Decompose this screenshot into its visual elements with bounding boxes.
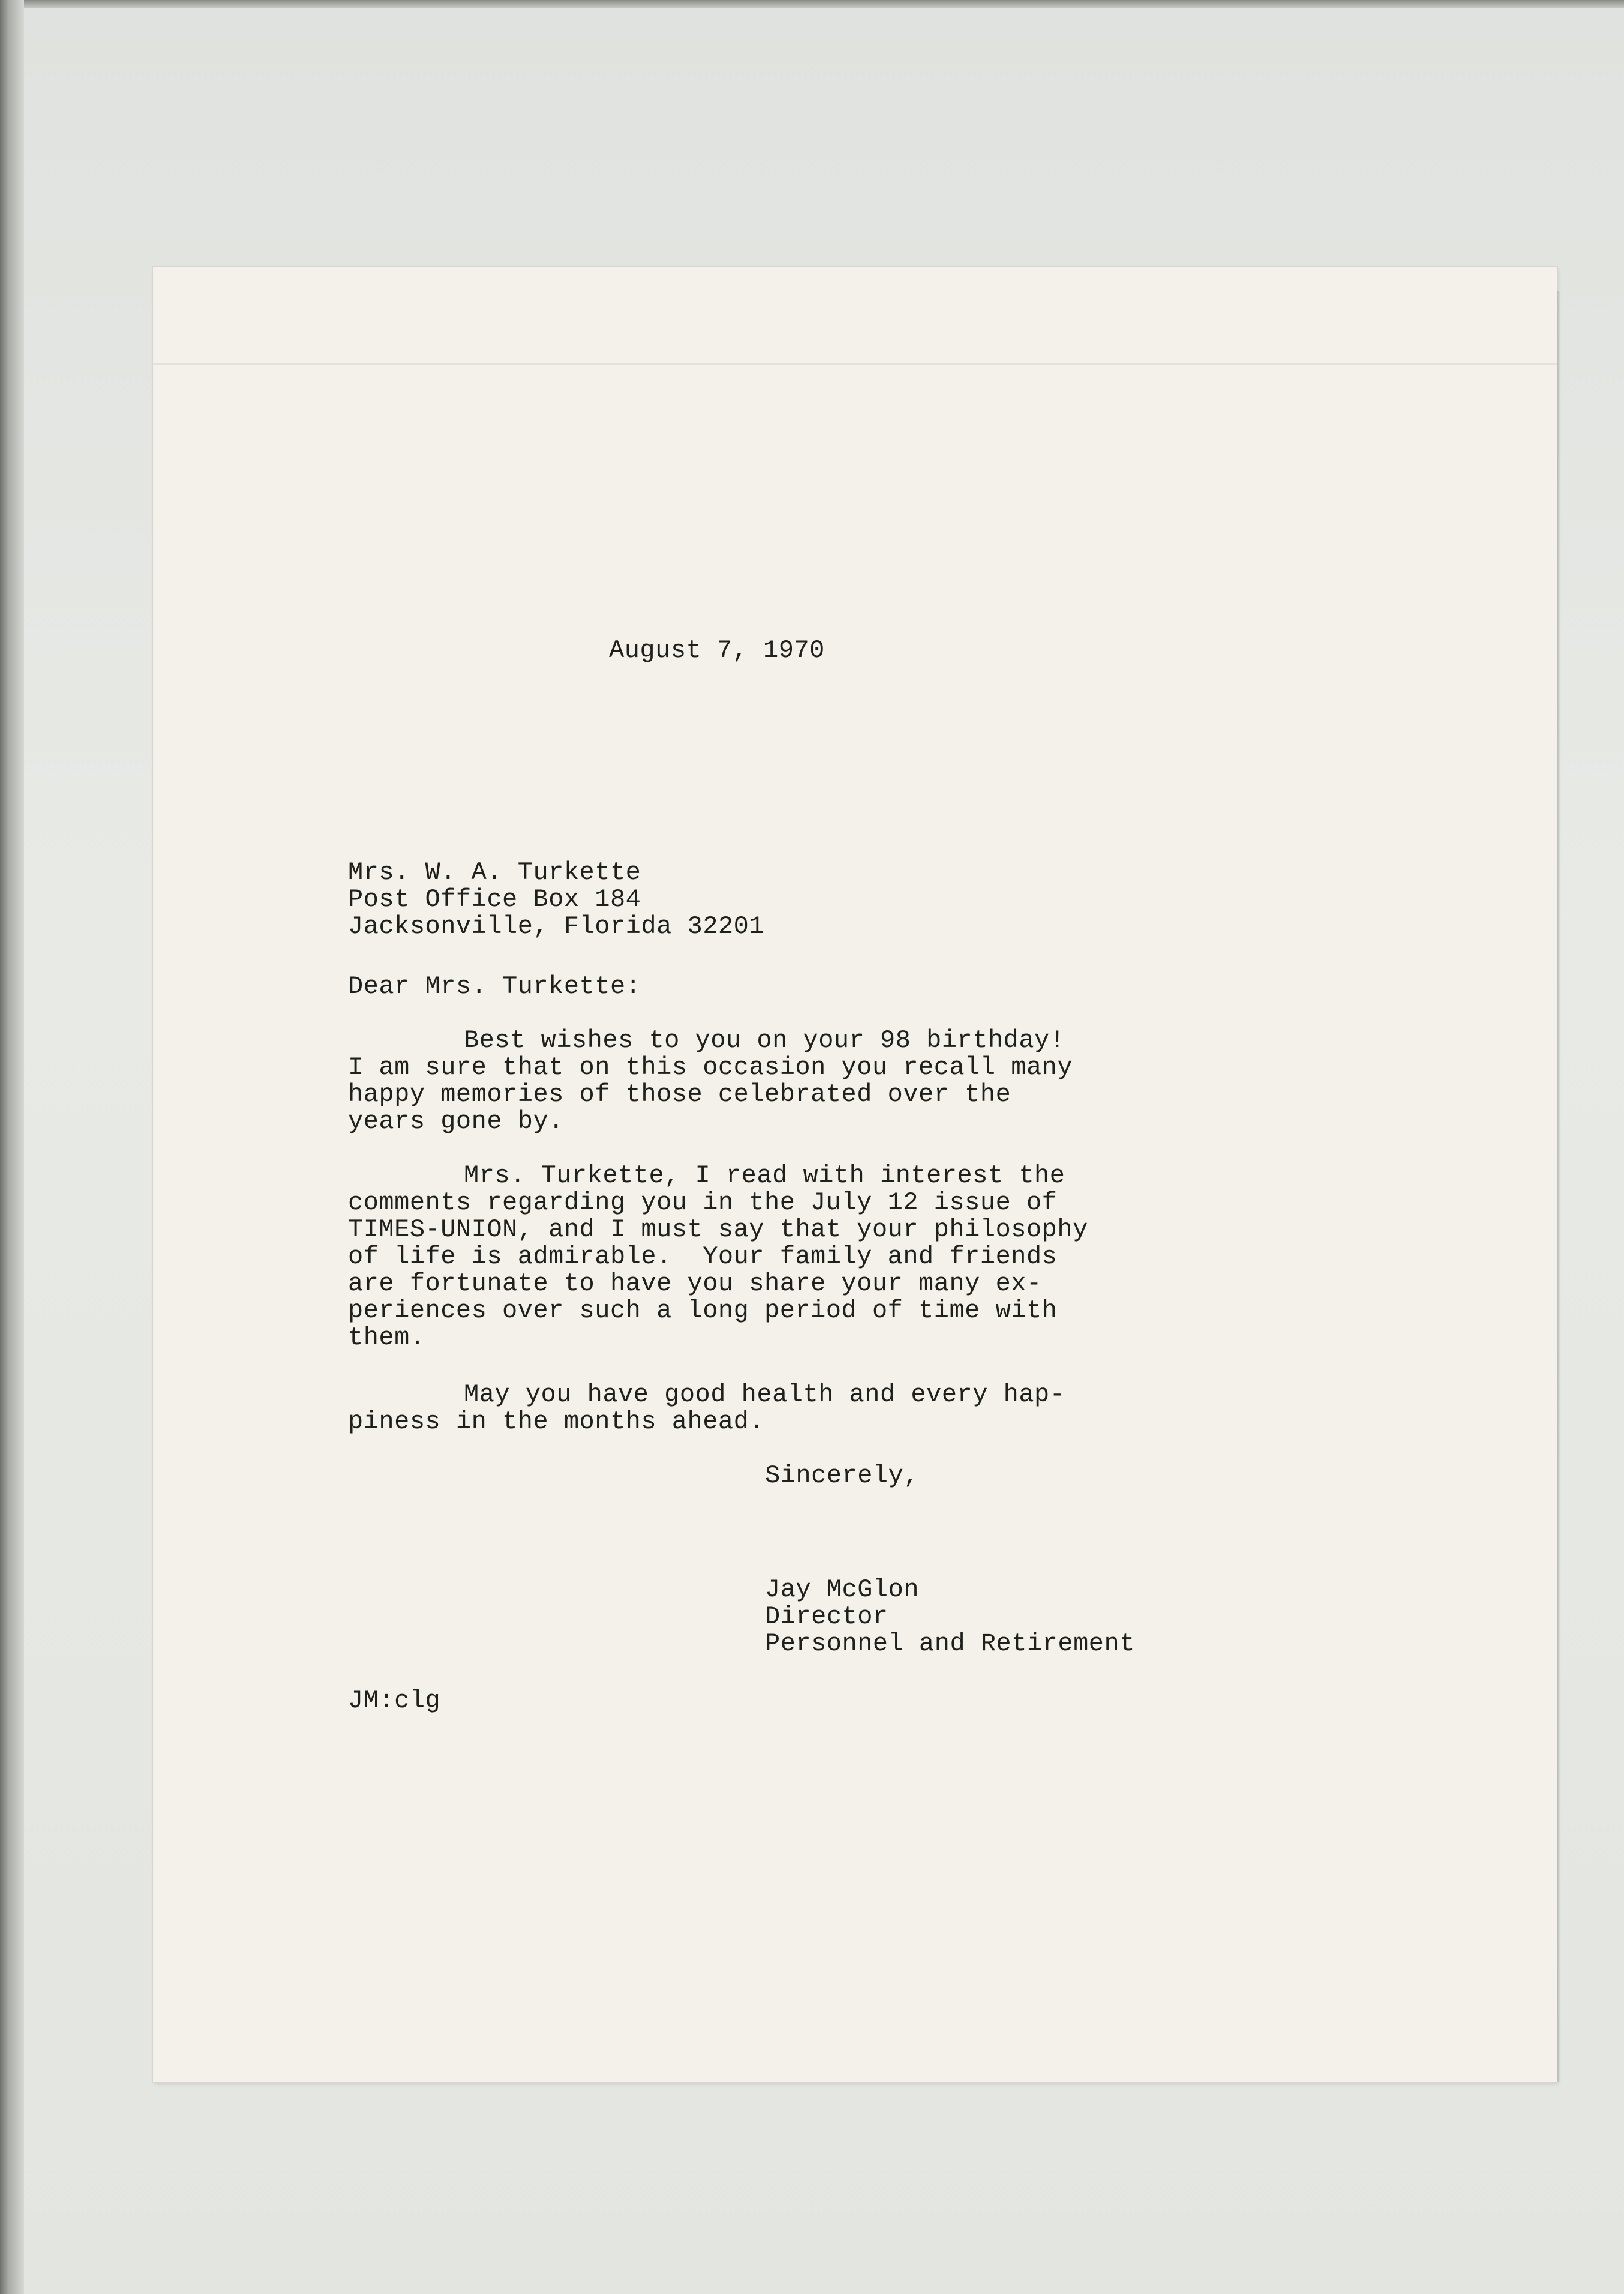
paper-fold-line [153, 363, 1557, 365]
paragraph-1-line-1: Best wishes to you on your 98 birthday! [464, 1026, 1065, 1055]
paragraph-1-line-2: I am sure that on this occasion you recall many [348, 1053, 1073, 1082]
scan-left-edge [0, 0, 24, 2294]
signer-department: Personnel and Retirement [765, 1629, 1135, 1658]
paragraph-2-line-3: TIMES-UNION, and I must say that your philosophy [348, 1215, 1088, 1244]
paragraph-2-line-7: them. [348, 1323, 425, 1352]
recipient-address-line2: Jacksonville, Florida 32201 [348, 912, 765, 941]
letter-date: August 7, 1970 [609, 636, 825, 665]
paragraph-3-line-2: piness in the months ahead. [348, 1407, 765, 1436]
paragraph-2-line-2: comments regarding you in the July 12 issue of [348, 1188, 1058, 1217]
paragraph-1-line-4: years gone by. [348, 1107, 564, 1136]
paragraph-3-line-1: May you have good health and every hap- [464, 1380, 1065, 1409]
recipient-address-line1: Post Office Box 184 [348, 885, 641, 914]
closing: Sincerely, [765, 1461, 920, 1490]
paragraph-2-line-1: Mrs. Turkette, I read with interest the [464, 1161, 1065, 1190]
salutation: Dear Mrs. Turkette: [348, 972, 641, 1001]
paragraph-2-line-5: are fortunate to have you share your many ex- [348, 1269, 1042, 1298]
letter-page [153, 267, 1557, 2082]
scan-top-edge [0, 0, 1624, 8]
signer-name: Jay McGlon [765, 1575, 920, 1604]
paper-edge-shadow [1557, 291, 1560, 2082]
paragraph-2-line-6: periences over such a long period of time with [348, 1296, 1058, 1325]
reference-initials: JM:clg [348, 1686, 441, 1715]
recipient-name: Mrs. W. A. Turkette [348, 858, 641, 887]
paragraph-1-line-3: happy memories of those celebrated over the [348, 1080, 1011, 1109]
paragraph-2-line-4: of life is admirable. Your family and friends [348, 1242, 1058, 1271]
signer-title: Director [765, 1602, 888, 1631]
